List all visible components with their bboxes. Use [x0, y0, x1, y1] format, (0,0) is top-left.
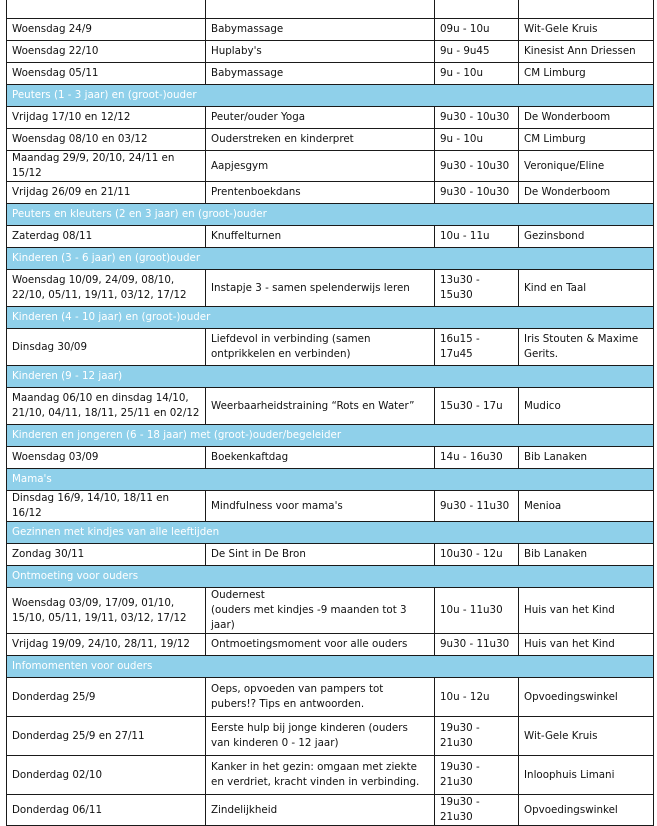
date-cell: Vrijdag 19/09, 24/10, 28/11, 19/12 [7, 634, 206, 656]
table-row [7, 756, 654, 795]
date-cell: Donderdag 06/11 [7, 795, 206, 826]
table-row [7, 182, 654, 204]
time-cell [435, 0, 519, 19]
section-title: Gezinnen met kindjes van alle leeftijden [7, 522, 654, 544]
time-cell: 09u - 10u [435, 19, 519, 41]
date-cell: Woensdag 05/11 [7, 63, 206, 85]
date-cell: Dinsdag 16/9, 14/10, 18/11 en 16/12 [7, 491, 206, 522]
date-cell: Vrijdag 26/09 en 21/11 [7, 182, 206, 204]
table-row [7, 491, 654, 522]
organizer-cell: Veronique/Eline [519, 151, 654, 182]
activity-cell: Prentenboekdans [206, 182, 435, 204]
organizer-cell: Gezinsbond [519, 226, 654, 248]
table-row [7, 717, 654, 756]
organizer-cell: Inloophuis Limani [519, 756, 654, 795]
organizer-cell: Huis van het Kind [519, 588, 654, 634]
organizer-cell: Menioa [519, 491, 654, 522]
table-row [7, 41, 654, 63]
table-row [7, 447, 654, 469]
table-row [7, 63, 654, 85]
time-cell: 9u - 9u45 [435, 41, 519, 63]
table-row [7, 226, 654, 248]
activity-cell: Zindelijkheid [206, 795, 435, 826]
date-cell: Vrijdag 17/10 en 12/12 [7, 107, 206, 129]
section-title: Kinderen (9 - 12 jaar) [7, 366, 654, 388]
table-row [7, 270, 654, 307]
time-cell: 19u30 - 21u30 [435, 795, 519, 826]
activity-cell: Weerbaarheidstraining “Rots en Water” [206, 388, 435, 425]
schedule-body [7, 0, 654, 826]
table-row [7, 0, 654, 19]
activity-cell: Oeps, opvoeden van pampers tot pubers!? Tips en antwoorden. [206, 678, 435, 717]
section-header [7, 248, 654, 270]
time-cell: 9u - 10u [435, 129, 519, 151]
date-cell: Zondag 30/11 [7, 544, 206, 566]
date-cell: Dinsdag 30/09 [7, 329, 206, 366]
time-cell: 9u - 10u [435, 63, 519, 85]
activity-cell: Eerste hulp bij jonge kinderen (ouders van kinderen 0 - 12 jaar) [206, 717, 435, 756]
section-title: Peuters (1 - 3 jaar) en (groot-)ouder [7, 85, 654, 107]
table-row [7, 634, 654, 656]
organizer-cell: Iris Stouten & Maxime Gerits. [519, 329, 654, 366]
time-cell: 15u30 - 17u [435, 388, 519, 425]
table-row [7, 588, 654, 634]
organizer-cell [519, 0, 654, 19]
activity-cell: Huplaby's [206, 41, 435, 63]
table-row [7, 388, 654, 425]
date-cell: Woensdag 03/09 [7, 447, 206, 469]
organizer-cell: Bib Lanaken [519, 447, 654, 469]
date-cell: Woensdag 22/10 [7, 41, 206, 63]
date-cell: Woensdag 03/09, 17/09, 01/10, 15/10, 05/11, 19/11, 03/12, 17/12 [7, 588, 206, 634]
activity-schedule-table [6, 0, 654, 826]
time-cell: 9u30 - 11u30 [435, 634, 519, 656]
organizer-cell: Opvoedingswinkel [519, 795, 654, 826]
organizer-cell: Mudico [519, 388, 654, 425]
table-row [7, 678, 654, 717]
date-cell: Woensdag 10/09, 24/09, 08/10, 22/10, 05/11, 19/11, 03/12, 17/12 [7, 270, 206, 307]
section-title: Kinderen (4 - 10 jaar) en (groot-)ouder [7, 307, 654, 329]
time-cell: 14u - 16u30 [435, 447, 519, 469]
time-cell: 10u - 12u [435, 678, 519, 717]
activity-cell: De Sint in De Bron [206, 544, 435, 566]
date-cell: Maandag 29/9, 20/10, 24/11 en 15/12 [7, 151, 206, 182]
organizer-cell: Huis van het Kind [519, 634, 654, 656]
time-cell: 16u15 - 17u45 [435, 329, 519, 366]
time-cell: 13u30 - 15u30 [435, 270, 519, 307]
activity-cell [206, 0, 435, 19]
section-title: Infomomenten voor ouders [7, 656, 654, 678]
table-row [7, 151, 654, 182]
section-header [7, 366, 654, 388]
section-header [7, 469, 654, 491]
organizer-cell: CM Limburg [519, 129, 654, 151]
section-header [7, 307, 654, 329]
table-row [7, 107, 654, 129]
section-header [7, 204, 654, 226]
table-row [7, 544, 654, 566]
organizer-cell: Kind en Taal [519, 270, 654, 307]
organizer-cell: Bib Lanaken [519, 544, 654, 566]
date-cell: Maandag 06/10 en dinsdag 14/10, 21/10, 04/11, 18/11, 25/11 en 02/12 [7, 388, 206, 425]
date-cell: Woensdag 08/10 en 03/12 [7, 129, 206, 151]
section-title: Kinderen en jongeren (6 - 18 jaar) met (groot-)ouder/begeleider [7, 425, 654, 447]
section-title: Mama's [7, 469, 654, 491]
time-cell: 10u30 - 12u [435, 544, 519, 566]
organizer-cell: CM Limburg [519, 63, 654, 85]
activity-cell: Babymassage [206, 63, 435, 85]
activity-cell: Liefdevol in verbinding (samen ontprikkelen en verbinden) [206, 329, 435, 366]
time-cell: 10u - 11u [435, 226, 519, 248]
table-row [7, 19, 654, 41]
table-row [7, 329, 654, 366]
activity-cell: Babymassage [206, 19, 435, 41]
section-header [7, 522, 654, 544]
section-header [7, 425, 654, 447]
time-cell: 10u - 11u30 [435, 588, 519, 634]
table-row [7, 129, 654, 151]
time-cell: 9u30 - 11u30 [435, 491, 519, 522]
date-cell: Donderdag 25/9 [7, 678, 206, 717]
time-cell: 19u30 - 21u30 [435, 717, 519, 756]
date-cell [7, 0, 206, 19]
organizer-cell: De Wonderboom [519, 182, 654, 204]
date-cell: Zaterdag 08/11 [7, 226, 206, 248]
activity-cell: Peuter/ouder Yoga [206, 107, 435, 129]
time-cell: 9u30 - 10u30 [435, 151, 519, 182]
activity-cell: Mindfulness voor mama's [206, 491, 435, 522]
date-cell: Donderdag 02/10 [7, 756, 206, 795]
activity-cell: Instapje 3 - samen spelenderwijs leren [206, 270, 435, 307]
section-title: Kinderen (3 - 6 jaar) en (groot)ouder [7, 248, 654, 270]
section-header [7, 85, 654, 107]
activity-cell: Kanker in het gezin: omgaan met ziekte en verdriet, kracht vinden in verbinding. [206, 756, 435, 795]
date-cell: Woensdag 24/9 [7, 19, 206, 41]
section-title: Ontmoeting voor ouders [7, 566, 654, 588]
organizer-cell: Kinesist Ann Driessen [519, 41, 654, 63]
time-cell: 19u30 - 21u30 [435, 756, 519, 795]
organizer-cell: Wit-Gele Kruis [519, 19, 654, 41]
activity-cell: Oudernest (ouders met kindjes -9 maanden tot 3 jaar) [206, 588, 435, 634]
time-cell: 9u30 - 10u30 [435, 182, 519, 204]
time-cell: 9u30 - 10u30 [435, 107, 519, 129]
organizer-cell: De Wonderboom [519, 107, 654, 129]
activity-cell: Ouderstreken en kinderpret [206, 129, 435, 151]
section-title: Peuters en kleuters (2 en 3 jaar) en (groot-)ouder [7, 204, 654, 226]
activity-cell: Knuffelturnen [206, 226, 435, 248]
organizer-cell: Opvoedingswinkel [519, 678, 654, 717]
date-cell: Donderdag 25/9 en 27/11 [7, 717, 206, 756]
organizer-cell: Wit-Gele Kruis [519, 717, 654, 756]
section-header [7, 656, 654, 678]
activity-cell: Aapjesgym [206, 151, 435, 182]
activity-cell: Boekenkaftdag [206, 447, 435, 469]
activity-cell: Ontmoetingsmoment voor alle ouders [206, 634, 435, 656]
section-header [7, 566, 654, 588]
